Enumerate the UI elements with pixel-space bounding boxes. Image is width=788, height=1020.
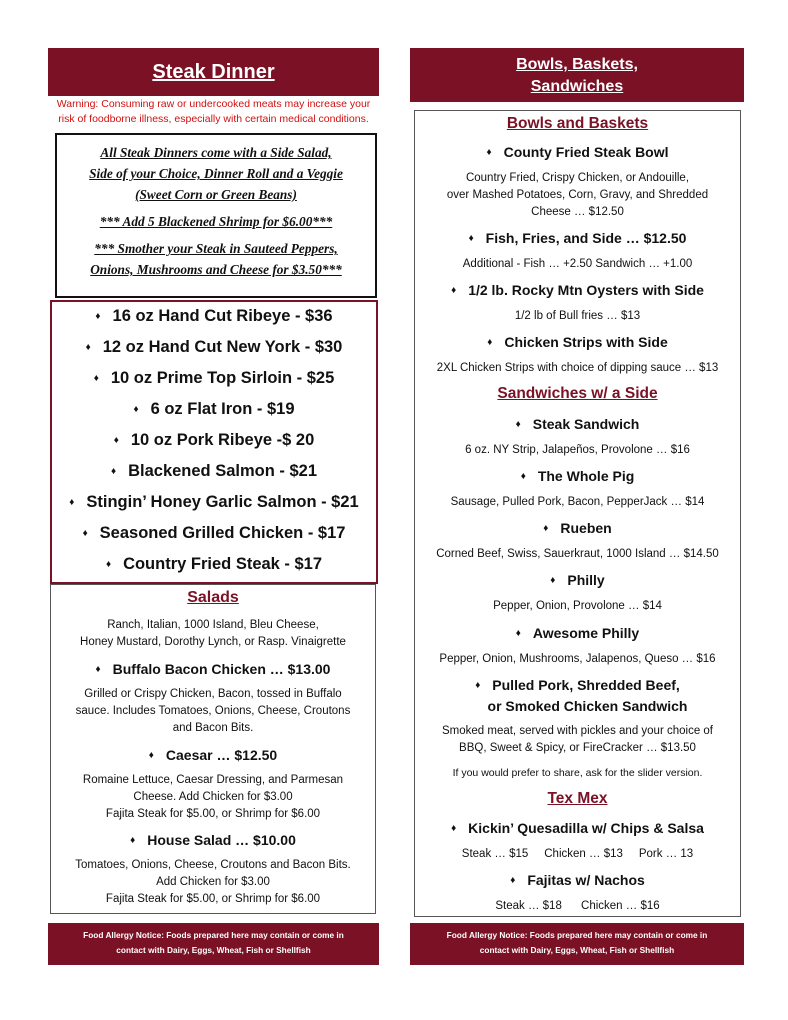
salad-desc-line: Romaine Lettuce, Caesar Dressing, and Parmesan: [82, 774, 344, 786]
banner-title-line: Sandwiches: [530, 78, 624, 95]
steak-item: [52, 524, 376, 543]
salad-desc-line: Fajita Steak for $5.00, or Shrimp for $6.00: [105, 893, 321, 905]
diamond-icon: ♦: [543, 523, 549, 535]
steak-item: [52, 338, 376, 357]
sandwich-desc: [415, 651, 740, 668]
diamond-icon: ♦: [486, 147, 492, 159]
sandwich-item: [415, 414, 740, 435]
food-allergy-notice: [410, 923, 744, 965]
bowl-item: [415, 228, 740, 249]
banner-title-line: Bowls, Baskets,: [516, 56, 638, 73]
diamond-icon: ♦: [451, 285, 457, 297]
texmex-desc: [415, 846, 740, 863]
bowl-item: [415, 332, 740, 353]
steak-item-label: Stingin’ Honey Garlic Salmon - $21: [86, 493, 359, 511]
bowl-name: Fish, Fries, and Side … $12.50: [485, 230, 687, 246]
steak-item-label: Country Fried Steak - $17: [123, 555, 323, 573]
sandwich-name: Steak Sandwich: [532, 416, 640, 432]
sandwich-name: or Smoked Chicken Sandwich: [487, 698, 688, 715]
steak-item-label: 6 oz Flat Iron - $19: [150, 400, 295, 418]
sandwich-name: Philly: [567, 572, 605, 588]
sandwich-name: Rueben: [560, 520, 612, 536]
diamond-icon: ♦: [69, 497, 75, 509]
diamond-icon: ♦: [468, 233, 474, 245]
sandwich-item: [415, 675, 740, 716]
bowl-desc-line: 1/2 lb of Bull fries … $13: [514, 310, 641, 322]
salads-intro-line: Honey Mustard, Dorothy Lynch, or Rasp. Vinaigrette: [80, 636, 346, 648]
slider-note: If you would prefer to share, ask for the slider version.: [452, 767, 703, 779]
allergy-line: contact with Dairy, Eggs, Wheat, Fish or Shellfish: [116, 945, 311, 955]
bowls-baskets-sandwiches-banner: [410, 48, 744, 102]
sandwiches-title: Sandwiches w/ a Side: [497, 385, 658, 402]
sandwich-desc: [415, 598, 740, 615]
texmex-name: Fajitas w/ Nachos: [527, 872, 645, 888]
raw-meat-warning: [48, 97, 379, 127]
salad-name: Caesar … $12.50: [165, 747, 278, 763]
sandwich-desc-line: BBQ, Sweet & Spicy, or FireCracker … $13.50: [459, 742, 696, 754]
diamond-icon: ♦: [95, 311, 101, 323]
steak-item-label: 10 oz Prime Top Sirloin - $25: [110, 369, 335, 387]
sandwich-desc-line: Corned Beef, Swiss, Sauerkraut, 1000 Island … $14.50: [436, 548, 719, 560]
diamond-icon: ♦: [520, 471, 526, 483]
salad-desc: [51, 686, 375, 737]
steak-item: [52, 462, 376, 481]
steak-item: [52, 555, 376, 574]
diamond-icon: ♦: [113, 435, 119, 447]
warning-line: Warning: Consuming raw or undercooked meats may increase your: [56, 98, 371, 110]
note-line: Onions, Mushrooms and Cheese for $3.50***: [90, 262, 342, 277]
allergy-line: contact with Dairy, Eggs, Wheat, Fish or Shellfish: [479, 945, 675, 955]
salads-title: Salads: [187, 589, 239, 606]
sandwich-name: Awesome Philly: [532, 625, 640, 641]
salad-desc-line: Fajita Steak for $5.00, or Shrimp for $6.00: [105, 808, 321, 820]
steak-item: [52, 493, 376, 512]
bowl-desc: [415, 170, 740, 221]
salad-name: House Salad … $10.00: [147, 832, 296, 848]
salad-desc-line: Add Chicken for $3.00: [156, 876, 270, 888]
steak-dinner-banner: [48, 48, 379, 96]
diamond-icon: ♦: [110, 466, 117, 478]
sandwich-desc-line: 6 oz. NY Strip, Jalapeños, Provolone … $16: [465, 444, 690, 456]
steak-item: [52, 369, 376, 388]
bowls-baskets-title: Bowls and Baskets: [506, 115, 649, 132]
bowl-desc: [415, 308, 740, 325]
bowl-name: 1/2 lb. Rocky Mtn Oysters with Side: [468, 282, 704, 298]
bowl-desc-line: Cheese … $12.50: [531, 206, 624, 218]
diamond-icon: ♦: [133, 404, 139, 416]
steak-item-label: 16 oz Hand Cut Ribeye - $36: [112, 307, 333, 325]
salad-item: [51, 745, 375, 766]
salad-desc-line: Tomatoes, Onions, Cheese, Croutons and Bacon Bits.: [75, 859, 351, 871]
steak-item-label: Seasoned Grilled Chicken - $17: [99, 524, 346, 542]
diamond-icon: ♦: [85, 342, 91, 354]
sandwich-desc-line: Pepper, Onion, Provolone … $14: [493, 600, 662, 612]
bowl-desc-line: Additional - Fish … +2.50 Sandwich … +1.00: [462, 258, 693, 270]
salad-desc-line: sauce. Includes Tomatoes, Onions, Cheese, Croutons: [75, 705, 351, 717]
note-line: All Steak Dinners come with a Side Salad,: [100, 145, 332, 160]
steak-dinner-title: Steak Dinner: [152, 61, 275, 83]
steak-list: [50, 300, 378, 584]
bowl-desc-line: over Mashed Potatoes, Corn, Gravy, and Shredded: [446, 189, 709, 201]
sandwich-desc-line: Sausage, Pulled Pork, Bacon, PepperJack … $14: [450, 496, 705, 508]
texmex-item: [415, 870, 740, 891]
diamond-icon: ♦: [148, 750, 154, 762]
sandwich-desc: [415, 723, 740, 757]
diamond-icon: ♦: [451, 823, 457, 835]
sandwich-name: Pulled Pork, Shredded Beef,: [492, 677, 680, 693]
steak-item: [52, 307, 376, 326]
diamond-icon: ♦: [82, 528, 88, 540]
salads-box: [50, 584, 376, 914]
diamond-icon: ♦: [105, 559, 112, 571]
bowl-item: [415, 142, 740, 163]
food-allergy-notice: [48, 923, 379, 965]
texmex-name: Kickin’ Quesadilla w/ Chips & Salsa: [468, 820, 704, 836]
bowl-desc: [415, 360, 740, 377]
steak-item: [52, 431, 376, 450]
sandwich-item: [415, 623, 740, 644]
diamond-icon: ♦: [515, 628, 521, 640]
note-line: *** Add 5 Blackened Shrimp for $6.00***: [99, 214, 333, 229]
right-menu-box: [414, 110, 741, 917]
steak-item-label: Blackened Salmon - $21: [128, 462, 318, 480]
steak-dinner-notes: [55, 133, 377, 298]
bowl-desc-line: 2XL Chicken Strips with choice of dipping sauce … $13: [436, 362, 719, 374]
salad-item: [51, 659, 375, 680]
allergy-line: Food Allergy Notice: Foods prepared here may contain or come in: [83, 930, 344, 940]
diamond-icon: ♦: [515, 419, 521, 431]
salads-intro-line: Ranch, Italian, 1000 Island, Bleu Cheese,: [107, 619, 319, 631]
warning-line: risk of foodborne illness, especially with certain medical conditions.: [58, 113, 369, 125]
salad-desc-line: and Bacon Bits.: [172, 722, 254, 734]
tex-mex-title: Tex Mex: [547, 790, 608, 807]
sandwich-desc-line: Smoked meat, served with pickles and your choice of: [441, 725, 714, 737]
diamond-icon: ♦: [130, 835, 136, 847]
steak-item-label: 10 oz Pork Ribeye -$ 20: [130, 431, 315, 449]
salads-intro: [51, 617, 375, 651]
allergy-line: Food Allergy Notice: Foods prepared here may contain or come in: [446, 930, 708, 940]
sandwich-item: [415, 570, 740, 591]
note-line: Side of your Choice, Dinner Roll and a Veggie: [89, 166, 343, 181]
salad-desc: [51, 772, 375, 823]
sandwich-name: The Whole Pig: [537, 468, 635, 484]
diamond-icon: ♦: [510, 875, 516, 887]
salad-name: Buffalo Bacon Chicken … $13.00: [112, 661, 331, 677]
diamond-icon: ♦: [475, 680, 481, 692]
bowl-name: County Fried Steak Bowl: [503, 144, 669, 160]
bowl-desc: [415, 256, 740, 273]
diamond-icon: ♦: [550, 575, 556, 587]
note-line: *** Smother your Steak in Sauteed Peppers,: [94, 241, 338, 256]
texmex-desc-line: Steak … $15 Chicken … $13 Pork … 13: [461, 848, 694, 860]
sandwich-item: [415, 466, 740, 487]
bowl-item: [415, 280, 740, 301]
sandwich-desc-line: Pepper, Onion, Mushrooms, Jalapenos, Queso … $16: [439, 653, 716, 665]
note-line: (Sweet Corn or Green Beans): [135, 187, 297, 202]
diamond-icon: ♦: [95, 664, 101, 676]
steak-item: [52, 400, 376, 419]
salad-item: [51, 830, 375, 851]
sandwich-desc: [415, 442, 740, 459]
salad-desc-line: Grilled or Crispy Chicken, Bacon, tossed in Buffalo: [84, 688, 342, 700]
sandwich-item: [415, 518, 740, 539]
salad-desc: [51, 857, 375, 908]
texmex-desc-line: Steak … $18 Chicken … $16: [495, 900, 660, 912]
sandwich-desc: [415, 494, 740, 511]
diamond-icon: ♦: [93, 373, 99, 385]
diamond-icon: ♦: [487, 337, 493, 349]
texmex-desc: [415, 898, 740, 915]
salad-desc-line: Cheese. Add Chicken for $3.00: [133, 791, 293, 803]
sandwich-desc: [415, 546, 740, 563]
bowl-desc-line: Country Fried, Crispy Chicken, or Andouille,: [465, 172, 690, 184]
bowl-name: Chicken Strips with Side: [504, 334, 668, 350]
steak-item-label: 12 oz Hand Cut New York - $30: [102, 338, 343, 356]
texmex-item: [415, 818, 740, 839]
